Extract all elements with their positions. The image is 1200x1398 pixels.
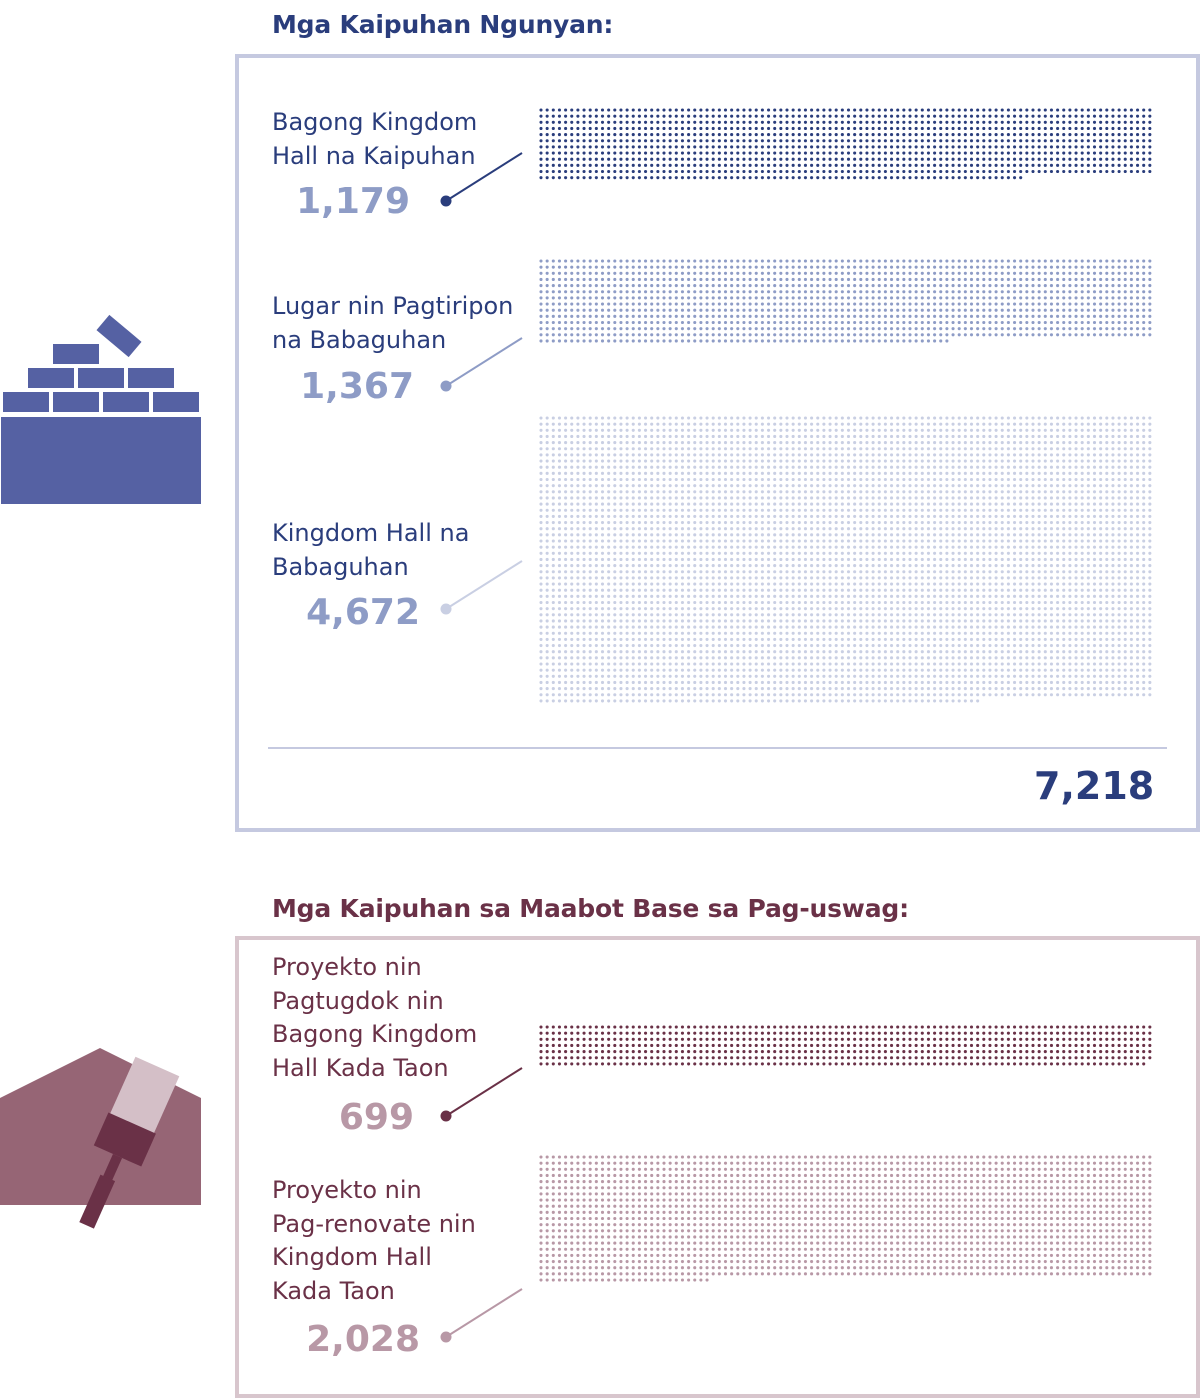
- label-kingdom-hall-renovation: Kingdom Hall na Babaguhan: [272, 519, 470, 581]
- label-new-kingdom-hall: Bagong Kingdom Hall na Kaipuhan: [272, 108, 478, 170]
- leader-renovation-projects-per-year: [441, 1289, 523, 1343]
- label-new-kh-projects-per-year: Proyekto nin Pagtugdok nin Bagong Kingdom Hall Kada Taon: [272, 953, 478, 1082]
- label-assembly-hall-renovation: Lugar nin Pagtiripon na Babaguhan: [272, 292, 514, 354]
- count-new-kh-projects-per-year: 699: [338, 1097, 414, 1138]
- leader-new-kh-projects-per-year: [441, 1068, 523, 1122]
- count-renovation-projects-per-year: 2,028: [306, 1319, 420, 1360]
- count-new-kingdom-hall: 1,179: [296, 181, 410, 222]
- count-kingdom-hall-renovation: 4,672: [306, 592, 420, 633]
- bar-assembly-hall-renovation: [539, 259, 1151, 342]
- section1-heading: Mga Kaipuhan Ngunyan:: [272, 10, 614, 39]
- count-assembly-hall-renovation: 1,367: [300, 366, 414, 407]
- bar-renovation-projects-per-year: [539, 1155, 1151, 1281]
- label-renovation-projects-per-year: Proyekto nin Pag-renovate nin Kingdom Hall Kada Taon: [272, 1176, 476, 1305]
- bar-kingdom-hall-renovation: [539, 416, 1151, 702]
- bar-new-kh-projects-per-year: [539, 1025, 1151, 1065]
- total-count: 7,218: [1034, 764, 1155, 808]
- section2-heading: Mga Kaipuhan sa Maabot Base sa Pag-uswag:: [272, 894, 909, 923]
- leader-kingdom-hall-renovation: [441, 561, 523, 615]
- leader-new-kingdom-hall: [441, 153, 523, 207]
- leader-assembly-hall-renovation: [441, 338, 523, 392]
- bar-new-kingdom-hall: [539, 108, 1151, 179]
